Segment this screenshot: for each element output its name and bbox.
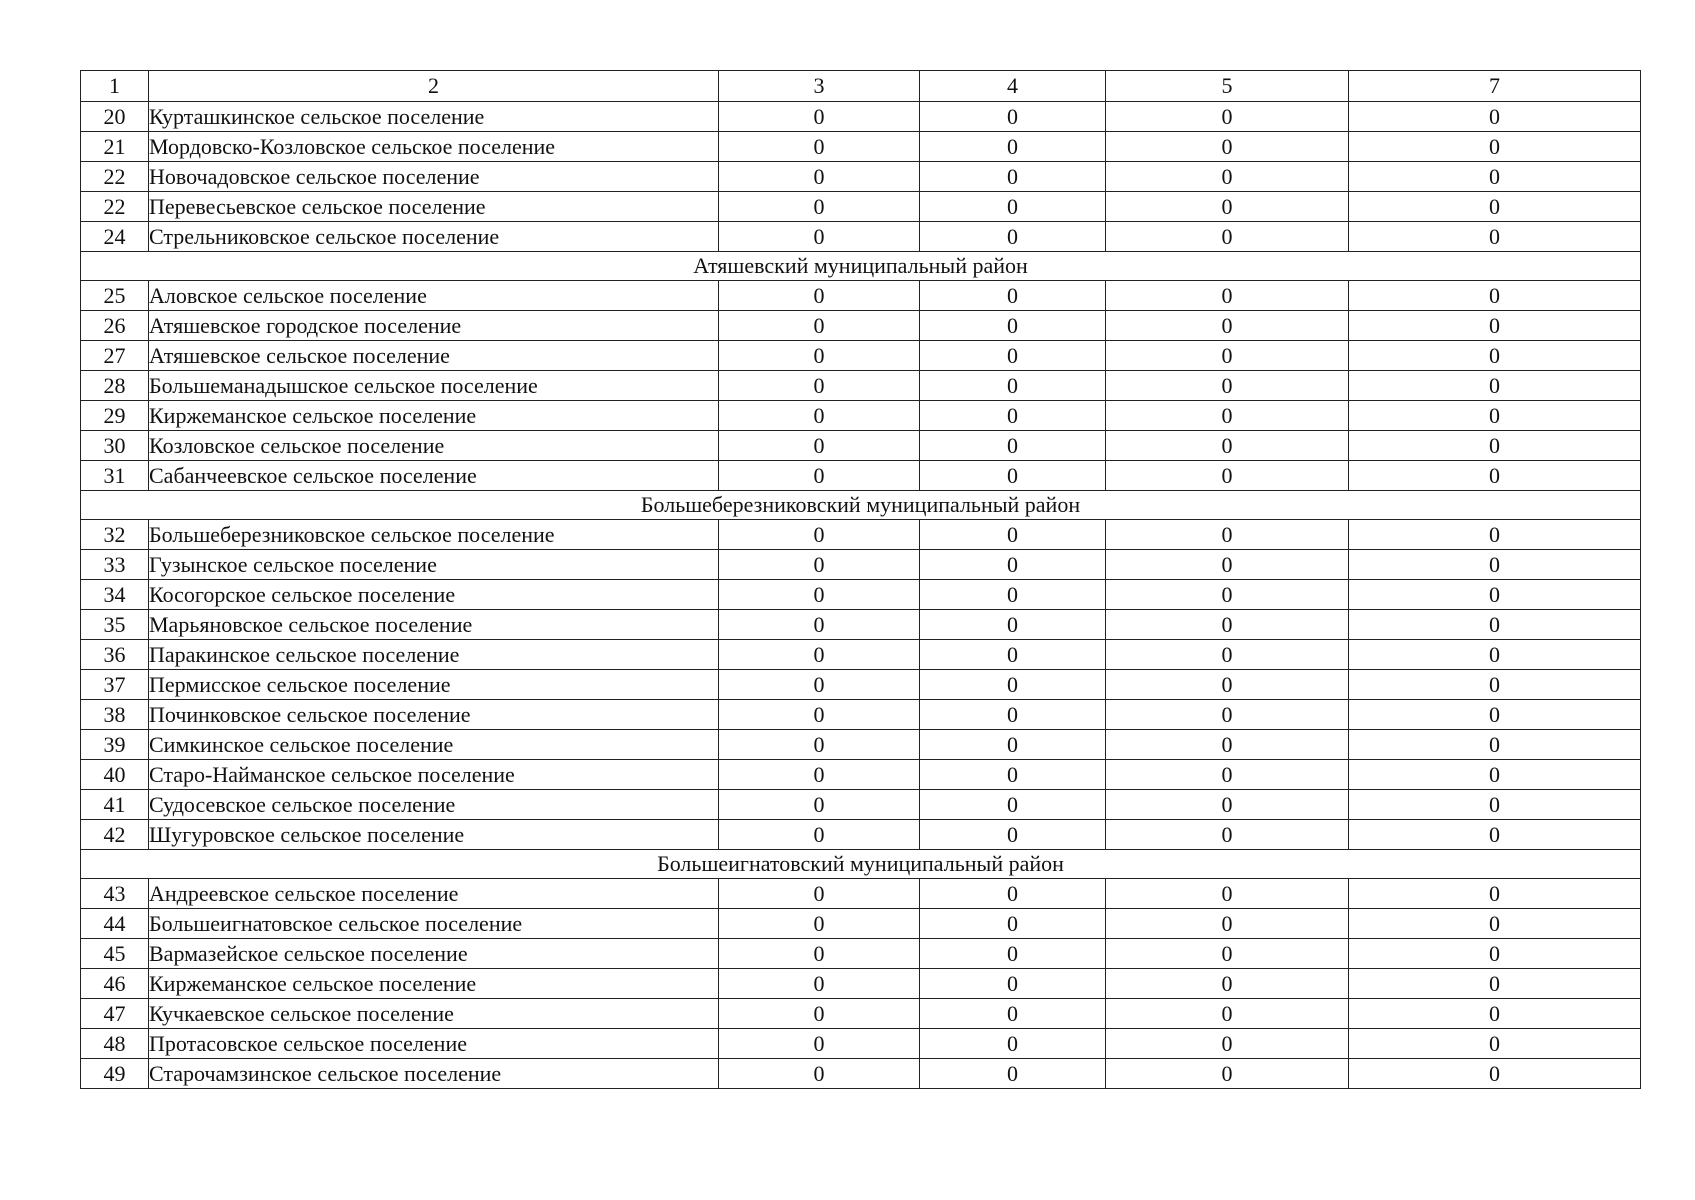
value-cell-col5: 0: [1106, 969, 1349, 999]
table-row: [81, 999, 1641, 1029]
value-cell-col7: 0: [1349, 969, 1641, 999]
value-cell-col7: 0: [1349, 341, 1641, 371]
value-cell-col4: 0: [920, 550, 1106, 580]
settlement-name-cell: Пермисское сельское поселение: [149, 670, 719, 700]
settlement-name-cell: Большеберезниковское сельское поселение: [149, 520, 719, 550]
table-row: [81, 341, 1641, 371]
settlement-name-cell: Симкинское сельское поселение: [149, 730, 719, 760]
value-cell-col5: 0: [1106, 550, 1349, 580]
row-number-cell: 40: [81, 760, 149, 790]
table-row: [81, 281, 1641, 311]
settlement-name-cell: Протасовское сельское поселение: [149, 1029, 719, 1059]
table-row: [81, 132, 1641, 162]
value-cell-col3: 0: [719, 281, 920, 311]
value-cell-col4: 0: [920, 580, 1106, 610]
table-row: [81, 102, 1641, 132]
value-cell-col3: 0: [719, 1059, 920, 1089]
settlement-name-cell: Атяшевское сельское поселение: [149, 341, 719, 371]
value-cell-col3: 0: [719, 431, 920, 461]
value-cell-col5: 0: [1106, 192, 1349, 222]
value-cell-col5: 0: [1106, 1059, 1349, 1089]
row-number-cell: 22: [81, 192, 149, 222]
table-row: [81, 1029, 1641, 1059]
settlement-name-cell: Андреевское сельское поселение: [149, 879, 719, 909]
value-cell-col7: 0: [1349, 1029, 1641, 1059]
value-cell-col3: 0: [719, 879, 920, 909]
value-cell-col7: 0: [1349, 222, 1641, 252]
table-row: [81, 371, 1641, 401]
value-cell-col4: 0: [920, 102, 1106, 132]
table-row: [81, 640, 1641, 670]
value-cell-col4: 0: [920, 311, 1106, 341]
value-cell-col4: 0: [920, 192, 1106, 222]
value-cell-col7: 0: [1349, 999, 1641, 1029]
value-cell-col3: 0: [719, 461, 920, 491]
value-cell-col3: 0: [719, 760, 920, 790]
row-number-cell: 43: [81, 879, 149, 909]
row-number-cell: 35: [81, 610, 149, 640]
value-cell-col3: 0: [719, 550, 920, 580]
table-row: [81, 162, 1641, 192]
table-row: [81, 580, 1641, 610]
table-row: [81, 730, 1641, 760]
value-cell-col4: 0: [920, 1029, 1106, 1059]
value-cell-col7: 0: [1349, 371, 1641, 401]
settlement-name-cell: Большеигнатовское сельское поселение: [149, 909, 719, 939]
table-row: [81, 760, 1641, 790]
district-title: Атяшевский муниципальный район: [81, 252, 1641, 281]
settlement-name-cell: Новочадовское сельское поселение: [149, 162, 719, 192]
settlement-name-cell: Киржеманское сельское поселение: [149, 969, 719, 999]
settlement-name-cell: Старо-Найманское сельское поселение: [149, 760, 719, 790]
value-cell-col4: 0: [920, 909, 1106, 939]
table-body: [81, 71, 1641, 1089]
value-cell-col7: 0: [1349, 790, 1641, 820]
value-cell-col5: 0: [1106, 1029, 1349, 1059]
row-number-cell: 24: [81, 222, 149, 252]
table-row: [81, 969, 1641, 999]
value-cell-col7: 0: [1349, 132, 1641, 162]
settlement-name-cell: Марьяновское сельское поселение: [149, 610, 719, 640]
value-cell-col4: 0: [920, 341, 1106, 371]
settlement-name-cell: Сабанчеевское сельское поселение: [149, 461, 719, 491]
row-number-cell: 33: [81, 550, 149, 580]
settlement-name-cell: Старочамзинское сельское поселение: [149, 1059, 719, 1089]
value-cell-col7: 0: [1349, 1059, 1641, 1089]
value-cell-col3: 0: [719, 520, 920, 550]
header-cell-col4: 4: [920, 71, 1106, 102]
value-cell-col5: 0: [1106, 820, 1349, 850]
table-row: [81, 670, 1641, 700]
table-row: [81, 700, 1641, 730]
header-row: [81, 71, 1641, 102]
district-section-row: [81, 252, 1641, 281]
value-cell-col3: 0: [719, 401, 920, 431]
value-cell-col7: 0: [1349, 162, 1641, 192]
table-row: [81, 909, 1641, 939]
value-cell-col4: 0: [920, 969, 1106, 999]
value-cell-col5: 0: [1106, 670, 1349, 700]
value-cell-col4: 0: [920, 401, 1106, 431]
value-cell-col4: 0: [920, 670, 1106, 700]
row-number-cell: 20: [81, 102, 149, 132]
value-cell-col7: 0: [1349, 640, 1641, 670]
value-cell-col7: 0: [1349, 909, 1641, 939]
settlements-table: [80, 70, 1641, 1089]
settlement-name-cell: Стрельниковское сельское поселение: [149, 222, 719, 252]
value-cell-col3: 0: [719, 192, 920, 222]
row-number-cell: 28: [81, 371, 149, 401]
settlement-name-cell: Курташкинское сельское поселение: [149, 102, 719, 132]
value-cell-col5: 0: [1106, 700, 1349, 730]
row-number-cell: 26: [81, 311, 149, 341]
row-number-cell: 42: [81, 820, 149, 850]
value-cell-col7: 0: [1349, 550, 1641, 580]
row-number-cell: 38: [81, 700, 149, 730]
value-cell-col3: 0: [719, 371, 920, 401]
settlement-name-cell: Атяшевское городское поселение: [149, 311, 719, 341]
value-cell-col4: 0: [920, 760, 1106, 790]
value-cell-col4: 0: [920, 879, 1106, 909]
value-cell-col5: 0: [1106, 909, 1349, 939]
value-cell-col7: 0: [1349, 760, 1641, 790]
value-cell-col7: 0: [1349, 520, 1641, 550]
value-cell-col3: 0: [719, 341, 920, 371]
table-row: [81, 790, 1641, 820]
value-cell-col3: 0: [719, 939, 920, 969]
value-cell-col7: 0: [1349, 820, 1641, 850]
table-row: [81, 939, 1641, 969]
settlement-name-cell: Перевесьевское сельское поселение: [149, 192, 719, 222]
value-cell-col4: 0: [920, 132, 1106, 162]
value-cell-col5: 0: [1106, 102, 1349, 132]
table-row: [81, 461, 1641, 491]
district-title: Большеигнатовский муниципальный район: [81, 850, 1641, 879]
value-cell-col7: 0: [1349, 102, 1641, 132]
settlement-name-cell: Аловское сельское поселение: [149, 281, 719, 311]
table-row: [81, 879, 1641, 909]
value-cell-col5: 0: [1106, 520, 1349, 550]
value-cell-col4: 0: [920, 461, 1106, 491]
value-cell-col5: 0: [1106, 999, 1349, 1029]
row-number-cell: 44: [81, 909, 149, 939]
value-cell-col3: 0: [719, 311, 920, 341]
row-number-cell: 25: [81, 281, 149, 311]
district-title: Большеберезниковский муниципальный район: [81, 491, 1641, 520]
row-number-cell: 30: [81, 431, 149, 461]
value-cell-col3: 0: [719, 730, 920, 760]
value-cell-col7: 0: [1349, 879, 1641, 909]
value-cell-col3: 0: [719, 820, 920, 850]
header-cell-col1: 1: [81, 71, 149, 102]
value-cell-col4: 0: [920, 640, 1106, 670]
row-number-cell: 27: [81, 341, 149, 371]
value-cell-col7: 0: [1349, 700, 1641, 730]
value-cell-col3: 0: [719, 102, 920, 132]
value-cell-col4: 0: [920, 999, 1106, 1029]
settlement-name-cell: Судосевское сельское поселение: [149, 790, 719, 820]
value-cell-col5: 0: [1106, 371, 1349, 401]
settlement-name-cell: Киржеманское сельское поселение: [149, 401, 719, 431]
value-cell-col3: 0: [719, 1029, 920, 1059]
value-cell-col5: 0: [1106, 461, 1349, 491]
row-number-cell: 46: [81, 969, 149, 999]
value-cell-col3: 0: [719, 580, 920, 610]
value-cell-col3: 0: [719, 969, 920, 999]
value-cell-col3: 0: [719, 132, 920, 162]
row-number-cell: 37: [81, 670, 149, 700]
value-cell-col5: 0: [1106, 311, 1349, 341]
value-cell-col3: 0: [719, 162, 920, 192]
value-cell-col5: 0: [1106, 610, 1349, 640]
table-row: [81, 1059, 1641, 1089]
row-number-cell: 32: [81, 520, 149, 550]
value-cell-col5: 0: [1106, 580, 1349, 610]
settlement-name-cell: Кучкаевское сельское поселение: [149, 999, 719, 1029]
value-cell-col4: 0: [920, 281, 1106, 311]
row-number-cell: 41: [81, 790, 149, 820]
table-row: [81, 192, 1641, 222]
row-number-cell: 21: [81, 132, 149, 162]
header-cell-col5: 5: [1106, 71, 1349, 102]
value-cell-col5: 0: [1106, 760, 1349, 790]
row-number-cell: 31: [81, 461, 149, 491]
table-row: [81, 550, 1641, 580]
value-cell-col5: 0: [1106, 281, 1349, 311]
row-number-cell: 45: [81, 939, 149, 969]
value-cell-col3: 0: [719, 610, 920, 640]
settlement-name-cell: Вармазейское сельское поселение: [149, 939, 719, 969]
settlement-name-cell: Починковское сельское поселение: [149, 700, 719, 730]
settlement-name-cell: Козловское сельское поселение: [149, 431, 719, 461]
value-cell-col5: 0: [1106, 790, 1349, 820]
value-cell-col7: 0: [1349, 670, 1641, 700]
value-cell-col4: 0: [920, 1059, 1106, 1089]
value-cell-col5: 0: [1106, 132, 1349, 162]
value-cell-col4: 0: [920, 939, 1106, 969]
district-section-row: [81, 491, 1641, 520]
value-cell-col4: 0: [920, 790, 1106, 820]
value-cell-col7: 0: [1349, 281, 1641, 311]
table-row: [81, 520, 1641, 550]
value-cell-col3: 0: [719, 700, 920, 730]
value-cell-col7: 0: [1349, 730, 1641, 760]
settlement-name-cell: Мордовско-Козловское сельское поселение: [149, 132, 719, 162]
value-cell-col4: 0: [920, 520, 1106, 550]
settlement-name-cell: Гузынское сельское поселение: [149, 550, 719, 580]
value-cell-col4: 0: [920, 730, 1106, 760]
value-cell-col7: 0: [1349, 192, 1641, 222]
table-row: [81, 311, 1641, 341]
value-cell-col5: 0: [1106, 162, 1349, 192]
value-cell-col4: 0: [920, 610, 1106, 640]
value-cell-col7: 0: [1349, 580, 1641, 610]
value-cell-col3: 0: [719, 909, 920, 939]
settlement-name-cell: Большеманадышское сельское поселение: [149, 371, 719, 401]
value-cell-col3: 0: [719, 222, 920, 252]
value-cell-col5: 0: [1106, 401, 1349, 431]
value-cell-col5: 0: [1106, 640, 1349, 670]
district-section-row: [81, 850, 1641, 879]
table-row: [81, 610, 1641, 640]
value-cell-col3: 0: [719, 999, 920, 1029]
row-number-cell: 47: [81, 999, 149, 1029]
value-cell-col7: 0: [1349, 939, 1641, 969]
value-cell-col4: 0: [920, 431, 1106, 461]
table-row: [81, 820, 1641, 850]
value-cell-col7: 0: [1349, 431, 1641, 461]
settlement-name-cell: Паракинское сельское поселение: [149, 640, 719, 670]
header-cell-col3: 3: [719, 71, 920, 102]
header-cell-col2: 2: [149, 71, 719, 102]
row-number-cell: 36: [81, 640, 149, 670]
value-cell-col5: 0: [1106, 730, 1349, 760]
value-cell-col4: 0: [920, 222, 1106, 252]
settlement-name-cell: Косогорское сельское поселение: [149, 580, 719, 610]
row-number-cell: 34: [81, 580, 149, 610]
value-cell-col5: 0: [1106, 341, 1349, 371]
settlement-name-cell: Шугуровское сельское поселение: [149, 820, 719, 850]
value-cell-col4: 0: [920, 820, 1106, 850]
value-cell-col3: 0: [719, 790, 920, 820]
row-number-cell: 39: [81, 730, 149, 760]
row-number-cell: 48: [81, 1029, 149, 1059]
value-cell-col5: 0: [1106, 939, 1349, 969]
value-cell-col7: 0: [1349, 461, 1641, 491]
row-number-cell: 22: [81, 162, 149, 192]
value-cell-col5: 0: [1106, 222, 1349, 252]
row-number-cell: 49: [81, 1059, 149, 1089]
table-row: [81, 401, 1641, 431]
value-cell-col5: 0: [1106, 431, 1349, 461]
value-cell-col3: 0: [719, 670, 920, 700]
value-cell-col7: 0: [1349, 401, 1641, 431]
table-row: [81, 222, 1641, 252]
table-row: [81, 431, 1641, 461]
row-number-cell: 29: [81, 401, 149, 431]
value-cell-col7: 0: [1349, 610, 1641, 640]
value-cell-col3: 0: [719, 640, 920, 670]
value-cell-col4: 0: [920, 162, 1106, 192]
value-cell-col5: 0: [1106, 879, 1349, 909]
header-cell-col7: 7: [1349, 71, 1641, 102]
value-cell-col4: 0: [920, 700, 1106, 730]
value-cell-col7: 0: [1349, 311, 1641, 341]
value-cell-col4: 0: [920, 371, 1106, 401]
